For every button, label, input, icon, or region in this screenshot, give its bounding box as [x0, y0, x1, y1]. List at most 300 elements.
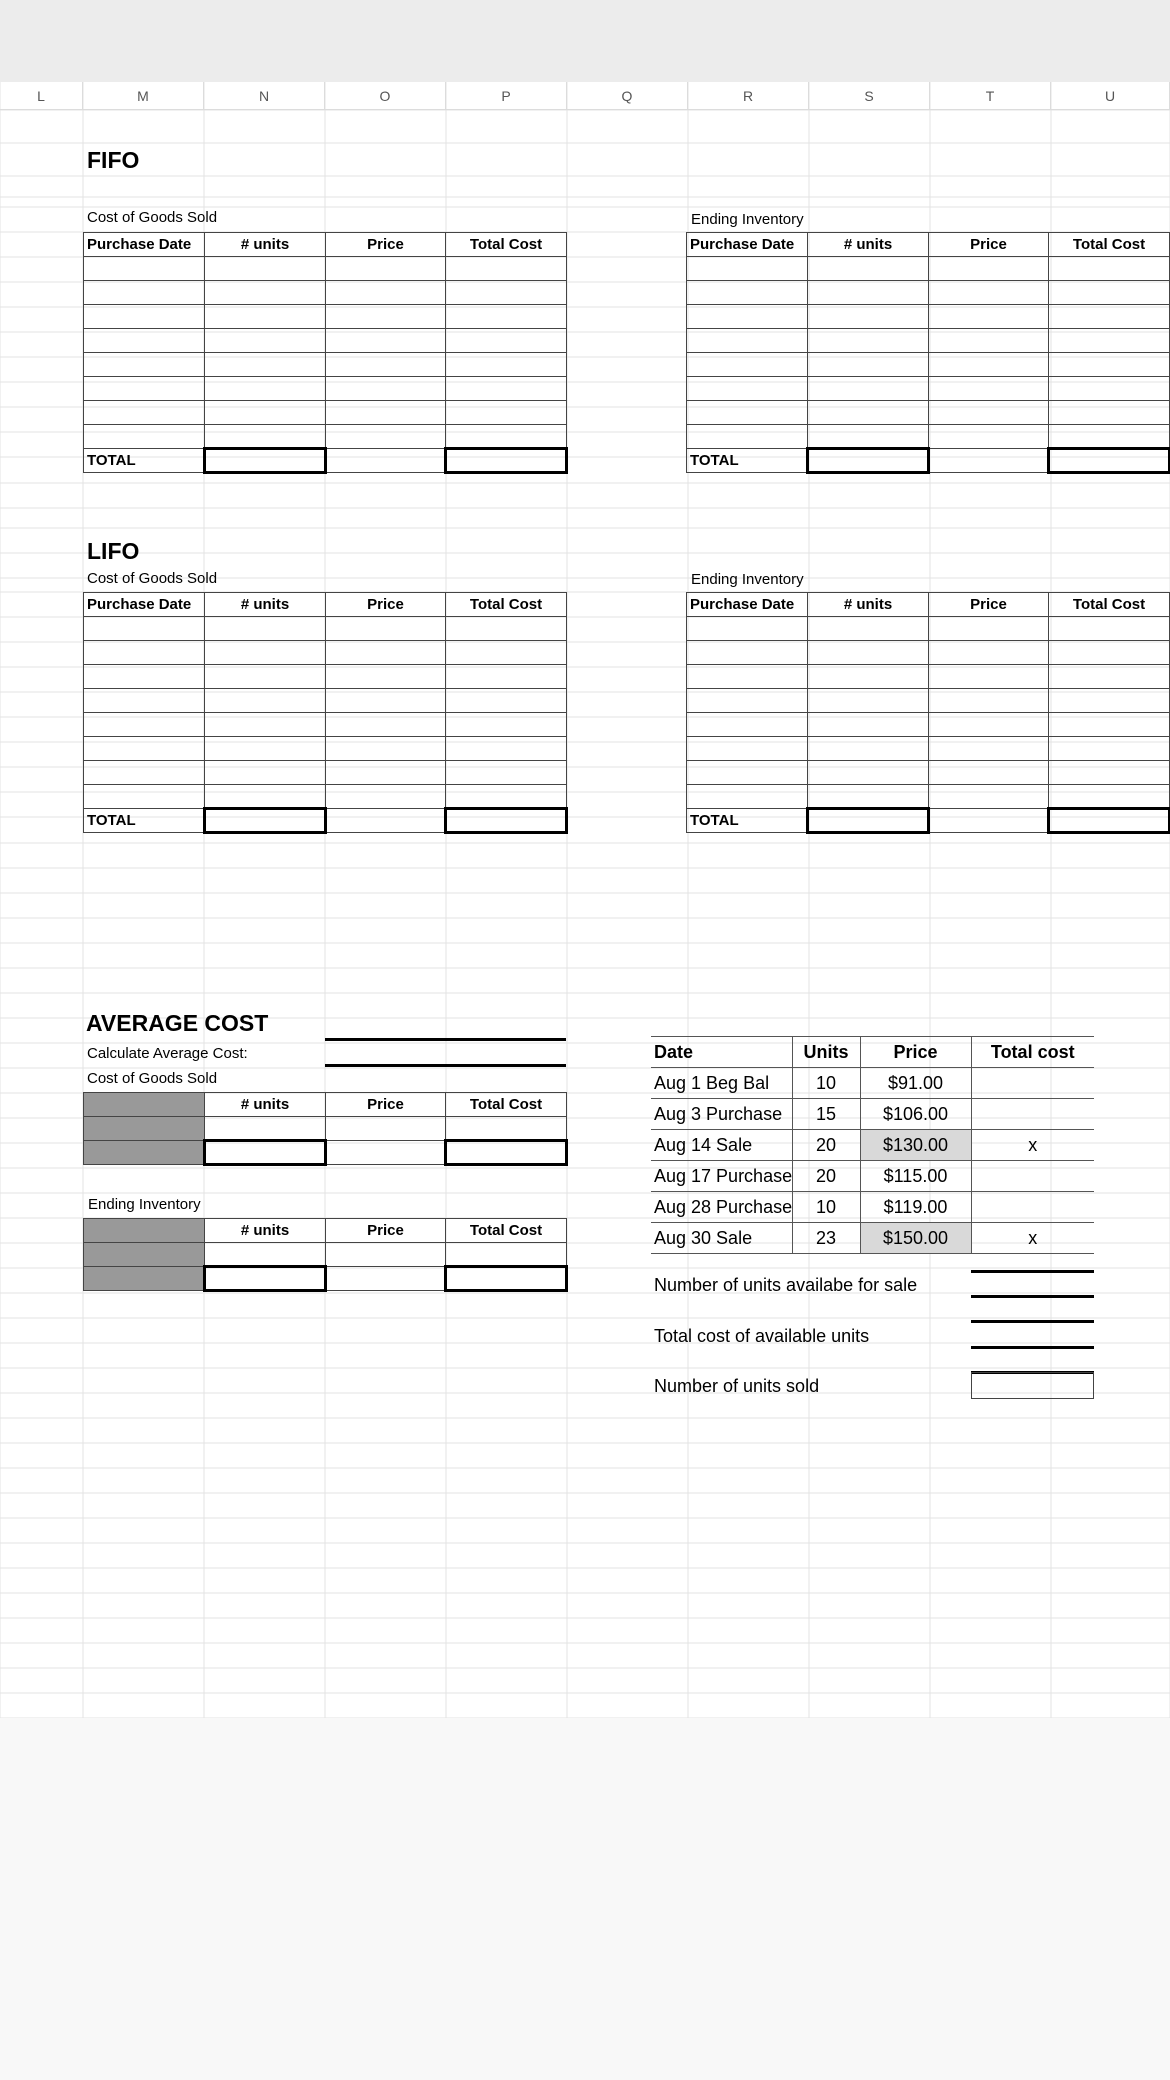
input-cell[interactable] — [326, 1243, 446, 1267]
column-header-p[interactable]: P — [446, 82, 567, 110]
input-cell[interactable] — [84, 353, 205, 377]
input-cell[interactable] — [446, 1243, 567, 1267]
total-units-cell[interactable] — [205, 1267, 326, 1291]
input-cell[interactable] — [326, 377, 446, 401]
input-cell[interactable] — [1049, 257, 1170, 281]
total-units-cell[interactable] — [205, 449, 326, 473]
table-row[interactable] — [84, 665, 567, 689]
gray-label-cell — [84, 1117, 205, 1141]
input-cell[interactable] — [446, 713, 567, 737]
input-cell[interactable] — [205, 617, 326, 641]
data-column-header: Units — [792, 1037, 860, 1068]
total-row[interactable] — [84, 1267, 567, 1291]
column-header-q[interactable]: Q — [567, 82, 688, 110]
total-row[interactable] — [687, 809, 1170, 833]
input-cell[interactable] — [1049, 665, 1170, 689]
total-price-cell[interactable] — [326, 1267, 446, 1291]
input-cell[interactable] — [326, 641, 446, 665]
total-units-cell[interactable] — [808, 809, 929, 833]
column-header-cell: # units — [205, 1219, 326, 1243]
average-cogs-table[interactable] — [83, 1092, 568, 1166]
total-label: TOTAL — [84, 809, 205, 833]
input-cell[interactable] — [326, 425, 446, 449]
input-cell[interactable] — [687, 353, 808, 377]
input-cell[interactable] — [808, 737, 929, 761]
total-cost-cell[interactable] — [446, 809, 567, 833]
data-row[interactable] — [651, 1130, 1094, 1161]
input-cell[interactable] — [326, 329, 446, 353]
input-cell[interactable] — [205, 281, 326, 305]
total-cost-available-label: Total cost of available units — [654, 1326, 870, 1346]
input-cell[interactable] — [446, 665, 567, 689]
table-header-row — [687, 233, 1170, 257]
gray-label-cell — [84, 1219, 205, 1243]
input-cell[interactable] — [205, 1243, 326, 1267]
table-row[interactable] — [84, 329, 567, 353]
average-calc-line-top — [325, 1038, 566, 1041]
input-cell[interactable] — [84, 617, 205, 641]
lifo-title: LIFO — [87, 538, 140, 564]
units-cell[interactable]: 10 — [792, 1192, 860, 1223]
date-cell[interactable]: Aug 17 Purchase — [651, 1161, 792, 1192]
average-ending-table[interactable] — [83, 1218, 568, 1292]
column-header-m[interactable]: M — [83, 82, 204, 110]
column-header-s[interactable]: S — [809, 82, 930, 110]
units-available-line-top — [971, 1270, 1094, 1273]
price-cell[interactable]: $119.00 — [860, 1192, 971, 1223]
input-cell[interactable] — [808, 305, 929, 329]
column-header-cell: # units — [205, 1093, 326, 1117]
fifo-cogs-table[interactable] — [83, 232, 568, 474]
date-cell[interactable]: Aug 3 Purchase — [651, 1099, 792, 1130]
column-header-cell: Price — [326, 1093, 446, 1117]
total-cost-line-bottom — [971, 1346, 1094, 1349]
table-row[interactable] — [84, 737, 567, 761]
input-cell[interactable] — [808, 713, 929, 737]
column-header-o[interactable]: O — [325, 82, 446, 110]
lifo-cogs-table[interactable] — [83, 592, 568, 834]
input-cell[interactable] — [1049, 401, 1170, 425]
input-cell[interactable] — [446, 305, 567, 329]
input-cell[interactable] — [326, 785, 446, 809]
fifo-ending-table[interactable] — [686, 232, 1170, 474]
input-cell[interactable] — [929, 785, 1049, 809]
table-row[interactable] — [687, 305, 1170, 329]
input-cell[interactable] — [205, 353, 326, 377]
units-cell[interactable]: 20 — [792, 1161, 860, 1192]
input-cell[interactable] — [84, 401, 205, 425]
input-cell[interactable] — [446, 425, 567, 449]
input-cell[interactable] — [1049, 617, 1170, 641]
table-row[interactable] — [687, 377, 1170, 401]
input-cell[interactable] — [687, 641, 808, 665]
input-cell[interactable] — [84, 761, 205, 785]
table-header-row — [84, 233, 567, 257]
input-cell[interactable] — [929, 425, 1049, 449]
units-cell[interactable]: 20 — [792, 1130, 860, 1161]
input-cell[interactable] — [808, 425, 929, 449]
input-cell[interactable] — [687, 305, 808, 329]
input-cell[interactable] — [446, 329, 567, 353]
input-cell[interactable] — [84, 305, 205, 329]
price-cell[interactable]: $115.00 — [860, 1161, 971, 1192]
input-cell[interactable] — [808, 761, 929, 785]
total-label: TOTAL — [687, 809, 808, 833]
data-row[interactable] — [651, 1099, 1094, 1130]
input-cell[interactable] — [326, 281, 446, 305]
column-header-n[interactable]: N — [204, 82, 325, 110]
total-price-cell[interactable] — [929, 449, 1049, 473]
input-cell[interactable] — [326, 761, 446, 785]
input-cell[interactable] — [84, 257, 205, 281]
input-cell[interactable] — [446, 1117, 567, 1141]
spreadsheet-grid[interactable] — [0, 82, 1170, 1718]
units-sold-cell[interactable] — [971, 1372, 1094, 1399]
total-cost-line-top — [971, 1320, 1094, 1323]
table-row[interactable] — [687, 401, 1170, 425]
average-ending-label: Ending Inventory — [88, 1196, 201, 1213]
units-sold-label: Number of units sold — [654, 1376, 820, 1396]
fifo-cogs-label: Cost of Goods Sold — [87, 209, 218, 226]
table-row[interactable] — [84, 425, 567, 449]
input-cell[interactable] — [446, 257, 567, 281]
input-cell[interactable] — [1049, 641, 1170, 665]
input-cell[interactable] — [205, 425, 326, 449]
input-cell[interactable] — [929, 665, 1049, 689]
date-cell[interactable]: Aug 30 Sale — [651, 1223, 792, 1254]
input-cell[interactable] — [205, 665, 326, 689]
input-cell[interactable] — [205, 329, 326, 353]
input-cell[interactable] — [205, 305, 326, 329]
total-price-cell[interactable] — [326, 1141, 446, 1165]
input-cell[interactable] — [205, 713, 326, 737]
table-row[interactable] — [84, 785, 567, 809]
table-row[interactable] — [687, 257, 1170, 281]
column-header-cell: Purchase Date — [687, 593, 808, 617]
input-cell[interactable] — [687, 257, 808, 281]
input-cell[interactable] — [84, 281, 205, 305]
input-cell[interactable] — [84, 713, 205, 737]
input-cell[interactable] — [808, 785, 929, 809]
date-cell[interactable]: Aug 1 Beg Bal — [651, 1068, 792, 1099]
column-header-cell: # units — [808, 233, 929, 257]
table-header-row — [84, 593, 567, 617]
input-cell[interactable] — [687, 785, 808, 809]
input-cell[interactable] — [446, 737, 567, 761]
input-cell[interactable] — [929, 737, 1049, 761]
total-units-cell[interactable] — [205, 1141, 326, 1165]
gray-label-cell — [84, 1141, 205, 1165]
total-label: TOTAL — [84, 449, 205, 473]
input-cell[interactable] — [808, 641, 929, 665]
input-cell[interactable] — [84, 377, 205, 401]
units-available-line-bottom — [971, 1295, 1094, 1298]
table-header-row — [84, 1093, 567, 1117]
total-row[interactable] — [84, 449, 567, 473]
total-label: TOTAL — [687, 449, 808, 473]
input-cell[interactable] — [84, 737, 205, 761]
data-column-header: Price — [860, 1037, 971, 1068]
input-cell[interactable] — [687, 377, 808, 401]
table-row[interactable] — [84, 1243, 567, 1267]
column-header-cell: Price — [326, 593, 446, 617]
input-cell[interactable] — [446, 689, 567, 713]
total-cost-cell[interactable] — [446, 449, 567, 473]
input-cell[interactable] — [446, 353, 567, 377]
table-row[interactable] — [687, 689, 1170, 713]
input-cell[interactable] — [205, 785, 326, 809]
input-cell[interactable] — [687, 617, 808, 641]
column-header-cell: Total Cost — [446, 233, 567, 257]
table-row[interactable] — [84, 761, 567, 785]
column-header-cell: Total Cost — [1049, 233, 1170, 257]
total-cost-cell[interactable] — [971, 1068, 1094, 1099]
input-cell[interactable] — [808, 281, 929, 305]
total-cost-cell[interactable] — [971, 1192, 1094, 1223]
column-header-cell: Purchase Date — [687, 233, 808, 257]
input-cell[interactable] — [687, 401, 808, 425]
input-cell[interactable] — [808, 665, 929, 689]
input-cell[interactable] — [205, 689, 326, 713]
total-cost-cell[interactable] — [446, 1141, 567, 1165]
data-row[interactable] — [651, 1192, 1094, 1223]
input-cell[interactable] — [84, 665, 205, 689]
price-cell[interactable]: $106.00 — [860, 1099, 971, 1130]
data-row[interactable] — [651, 1223, 1094, 1254]
column-header-cell: # units — [205, 593, 326, 617]
input-cell[interactable] — [326, 713, 446, 737]
table-row[interactable] — [687, 281, 1170, 305]
column-header-cell: # units — [205, 233, 326, 257]
input-cell[interactable] — [808, 329, 929, 353]
input-cell[interactable] — [929, 257, 1049, 281]
input-cell[interactable] — [687, 689, 808, 713]
table-row[interactable] — [84, 257, 567, 281]
input-cell[interactable] — [446, 377, 567, 401]
total-units-cell[interactable] — [205, 809, 326, 833]
input-cell[interactable] — [205, 737, 326, 761]
table-row[interactable] — [687, 665, 1170, 689]
input-cell[interactable] — [205, 401, 326, 425]
total-cost-cell[interactable]: x — [971, 1223, 1094, 1254]
units-available-label: Number of units availabe for sale — [654, 1275, 918, 1295]
input-cell[interactable] — [929, 353, 1049, 377]
input-cell[interactable] — [808, 257, 929, 281]
data-row[interactable] — [651, 1068, 1094, 1099]
input-cell[interactable] — [84, 425, 205, 449]
table-row[interactable] — [84, 689, 567, 713]
input-cell[interactable] — [84, 785, 205, 809]
toolbar-area — [0, 0, 1170, 82]
column-header-cell: Total Cost — [446, 1219, 567, 1243]
input-cell[interactable] — [326, 257, 446, 281]
input-cell[interactable] — [326, 665, 446, 689]
input-cell[interactable] — [1049, 329, 1170, 353]
input-cell[interactable] — [929, 689, 1049, 713]
table-row[interactable] — [687, 617, 1170, 641]
input-cell[interactable] — [808, 353, 929, 377]
input-cell[interactable] — [446, 785, 567, 809]
total-cost-cell[interactable]: x — [971, 1130, 1094, 1161]
input-cell[interactable] — [1049, 377, 1170, 401]
table-row[interactable] — [687, 785, 1170, 809]
column-header-cell: Price — [326, 233, 446, 257]
column-header-cell: Purchase Date — [84, 593, 205, 617]
input-cell[interactable] — [446, 761, 567, 785]
data-column-header: Total cost — [971, 1037, 1094, 1068]
fifo-title: FIFO — [87, 147, 140, 173]
table-row[interactable] — [687, 353, 1170, 377]
table-row[interactable] — [84, 305, 567, 329]
input-cell[interactable] — [808, 689, 929, 713]
input-cell[interactable] — [205, 641, 326, 665]
average-calc-line-bottom — [325, 1064, 566, 1067]
price-cell[interactable]: $91.00 — [860, 1068, 971, 1099]
input-cell[interactable] — [205, 761, 326, 785]
table-row[interactable] — [687, 761, 1170, 785]
total-cost-cell[interactable] — [1049, 449, 1170, 473]
column-header-l[interactable]: L — [0, 82, 83, 110]
input-cell[interactable] — [929, 377, 1049, 401]
input-cell[interactable] — [84, 689, 205, 713]
input-cell[interactable] — [929, 761, 1049, 785]
table-row[interactable] — [687, 713, 1170, 737]
input-cell[interactable] — [687, 281, 808, 305]
lifo-ending-label: Ending Inventory — [691, 571, 804, 588]
input-cell[interactable] — [808, 377, 929, 401]
input-cell[interactable] — [326, 689, 446, 713]
input-cell[interactable] — [687, 425, 808, 449]
units-cell[interactable]: 10 — [792, 1068, 860, 1099]
input-cell[interactable] — [446, 641, 567, 665]
average-title: AVERAGE COST — [86, 1010, 269, 1036]
input-cell[interactable] — [1049, 785, 1170, 809]
input-cell[interactable] — [1049, 761, 1170, 785]
table-row[interactable] — [84, 353, 567, 377]
input-cell[interactable] — [929, 641, 1049, 665]
total-cost-cell[interactable] — [971, 1161, 1094, 1192]
input-cell[interactable] — [929, 617, 1049, 641]
total-row[interactable] — [84, 1141, 567, 1165]
total-price-cell[interactable] — [326, 809, 446, 833]
column-header-cell: Total Cost — [446, 593, 567, 617]
column-header-cell: Price — [929, 233, 1049, 257]
table-row[interactable] — [84, 617, 567, 641]
input-cell[interactable] — [1049, 713, 1170, 737]
total-row[interactable] — [84, 809, 567, 833]
total-price-cell[interactable] — [326, 449, 446, 473]
price-cell[interactable]: $130.00 — [860, 1130, 971, 1161]
input-cell[interactable] — [326, 737, 446, 761]
input-cell[interactable] — [808, 401, 929, 425]
input-cell[interactable] — [687, 737, 808, 761]
table-row[interactable] — [84, 377, 567, 401]
input-cell[interactable] — [205, 377, 326, 401]
input-cell[interactable] — [326, 401, 446, 425]
input-cell[interactable] — [326, 1117, 446, 1141]
table-row[interactable] — [84, 1117, 567, 1141]
table-row[interactable] — [84, 401, 567, 425]
lifo-ending-table[interactable] — [686, 592, 1170, 834]
total-cost-cell[interactable] — [971, 1099, 1094, 1130]
price-cell[interactable]: $150.00 — [860, 1223, 971, 1254]
column-header-t[interactable]: T — [930, 82, 1051, 110]
total-units-cell[interactable] — [808, 449, 929, 473]
table-row[interactable] — [84, 281, 567, 305]
input-cell[interactable] — [1049, 425, 1170, 449]
table-row[interactable] — [687, 329, 1170, 353]
data-column-header: Date — [651, 1037, 792, 1068]
input-cell[interactable] — [446, 617, 567, 641]
average-calc-label: Calculate Average Cost: — [87, 1045, 248, 1062]
input-cell[interactable] — [929, 281, 1049, 305]
input-cell[interactable] — [446, 401, 567, 425]
table-row[interactable] — [687, 425, 1170, 449]
inventory-data-table[interactable] — [651, 1036, 1094, 1254]
lifo-cogs-label: Cost of Goods Sold — [87, 570, 218, 587]
input-cell[interactable] — [1049, 689, 1170, 713]
input-cell[interactable] — [326, 305, 446, 329]
date-cell[interactable]: Aug 14 Sale — [651, 1130, 792, 1161]
input-cell[interactable] — [446, 281, 567, 305]
units-cell[interactable]: 15 — [792, 1099, 860, 1130]
total-cost-cell[interactable] — [1049, 809, 1170, 833]
table-row[interactable] — [84, 641, 567, 665]
date-cell[interactable]: Aug 28 Purchase — [651, 1192, 792, 1223]
input-cell[interactable] — [929, 329, 1049, 353]
input-cell[interactable] — [808, 617, 929, 641]
input-cell[interactable] — [205, 1117, 326, 1141]
column-header-cell: Total Cost — [446, 1093, 567, 1117]
column-header-r[interactable]: R — [688, 82, 809, 110]
table-header-row — [687, 593, 1170, 617]
table-row[interactable] — [687, 737, 1170, 761]
column-header-cell: Purchase Date — [84, 233, 205, 257]
average-cogs-label: Cost of Goods Sold — [87, 1070, 218, 1087]
input-cell[interactable] — [326, 617, 446, 641]
input-cell[interactable] — [1049, 281, 1170, 305]
table-row[interactable] — [687, 641, 1170, 665]
input-cell[interactable] — [1049, 737, 1170, 761]
table-header-row — [84, 1219, 567, 1243]
gray-label-cell — [84, 1093, 205, 1117]
input-cell[interactable] — [687, 761, 808, 785]
input-cell[interactable] — [687, 665, 808, 689]
column-header-cell: Price — [929, 593, 1049, 617]
total-price-cell[interactable] — [929, 809, 1049, 833]
input-cell[interactable] — [205, 257, 326, 281]
column-header-cell: # units — [808, 593, 929, 617]
input-cell[interactable] — [1049, 305, 1170, 329]
total-row[interactable] — [687, 449, 1170, 473]
data-row[interactable] — [651, 1161, 1094, 1192]
input-cell[interactable] — [687, 329, 808, 353]
gray-label-cell — [84, 1267, 205, 1291]
input-cell[interactable] — [84, 329, 205, 353]
table-row[interactable] — [84, 713, 567, 737]
column-header-cell: Price — [326, 1219, 446, 1243]
input-cell[interactable] — [929, 305, 1049, 329]
total-cost-cell[interactable] — [446, 1267, 567, 1291]
input-cell[interactable] — [687, 713, 808, 737]
input-cell[interactable] — [929, 713, 1049, 737]
input-cell[interactable] — [1049, 353, 1170, 377]
input-cell[interactable] — [929, 401, 1049, 425]
input-cell[interactable] — [326, 353, 446, 377]
input-cell[interactable] — [84, 641, 205, 665]
column-header-u[interactable]: U — [1051, 82, 1170, 110]
units-cell[interactable]: 23 — [792, 1223, 860, 1254]
